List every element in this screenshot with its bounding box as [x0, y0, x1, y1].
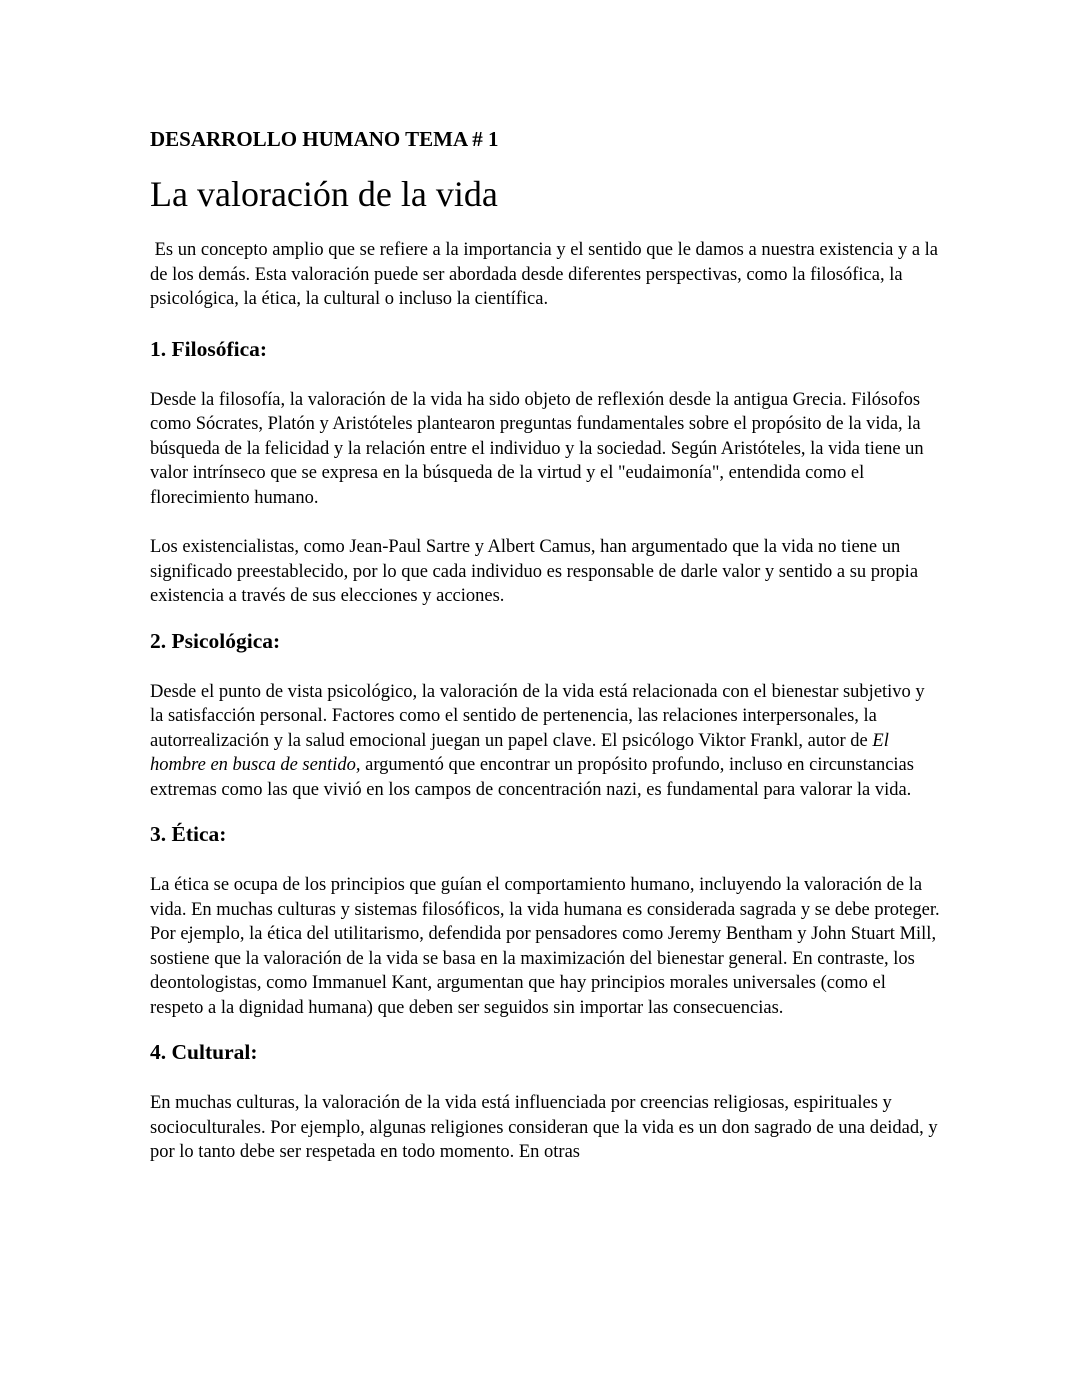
intro-paragraph: Es un concepto amplio que se refiere a la importancia y el sentido que le damos a nuestra existencia y a la de los demás. Esta valoración puede ser abordada desde diferentes perspectivas, como la filosófica, la psicológica, la ética, la cultural o incluso la científica.: [150, 240, 939, 309]
section-heading-cultural: 4. Cultural:: [150, 1040, 258, 1064]
document-title: La valoración de la vida: [150, 174, 498, 214]
paragraph-psicologica: Desde el punto de vista psicológico, la valoración de la vida está relacionada con el bienestar subjetivo y la satisfacción personal. Factores como el sentido de pertenencia, las relaciones interpersonales, la autorrealización y la salud emocional juegan un papel clave. El psicólogo Viktor Frankl, autor de El hombre en busca de sentido, argumentó que encontrar un propósito profundo, incluso en circunstancias extremas como las que vivió en los campos de concentración nazi, es fundamental para valorar la vida.: [150, 681, 925, 800]
paragraph-filosofica-1: Desde la filosofía, la valoración de la vida ha sido objeto de reflexión desde la antigua Grecia. Filósofos como Sócrates, Platón y Aristóteles plantearon preguntas fundamentales sobre el propósito de la vida, la búsqueda de la felicidad y la relación entre el individuo y la sociedad. Según Aristóteles, la vida tiene un valor intrínseco que se expresa en la búsqueda de la virtud y el "eudaimonía", entendida como el florecimiento humano.: [150, 389, 924, 508]
book-title: El hombre en busca de sentido: [150, 730, 889, 775]
paragraph-cultural: En muchas culturas, la valoración de la vida está influenciada por creencias religiosas, espirituales y socioculturales. Por ejemplo, algunas religiones consideran que la vida es un don sagrado de una deidad, y por lo tanto debe ser respetada en todo momento. En otras: [150, 1093, 938, 1162]
course-topic-heading: DESARROLLO HUMANO TEMA # 1: [150, 127, 499, 151]
paragraph-filosofica-2: Los existencialistas, como Jean-Paul Sartre y Albert Camus, han argumentado que la vida no tiene un significado preestablecido, por lo que cada individuo es responsable de darle valor y sentido a su propia existencia a través de sus elecciones y acciones.: [150, 537, 919, 606]
paragraph-etica: La ética se ocupa de los principios que guían el comportamiento humano, incluyendo la valoración de la vida. En muchas culturas y sistemas filosóficos, la vida humana es considerada sagrada y se debe proteger. Por ejemplo, la ética del utilitarismo, defendida por pensadores como Jeremy Bentham y John Stuart Mill, sostiene que la valoración de la vida se basa en la maximización del bienestar general. En contraste, los deontologistas, como Immanuel Kant, argumentan que hay principios morales universales (como el respeto a la dignidad humana) que deben ser seguidos sin importar las consecuencias.: [150, 875, 940, 1018]
document-body: [150, 124, 940, 1165]
section-heading-filosofica: 1. Filosófica:: [150, 336, 268, 361]
section-heading-psicologica: 2. Psicológica:: [150, 628, 281, 653]
section-heading-etica: 3. Ética:: [150, 822, 227, 846]
